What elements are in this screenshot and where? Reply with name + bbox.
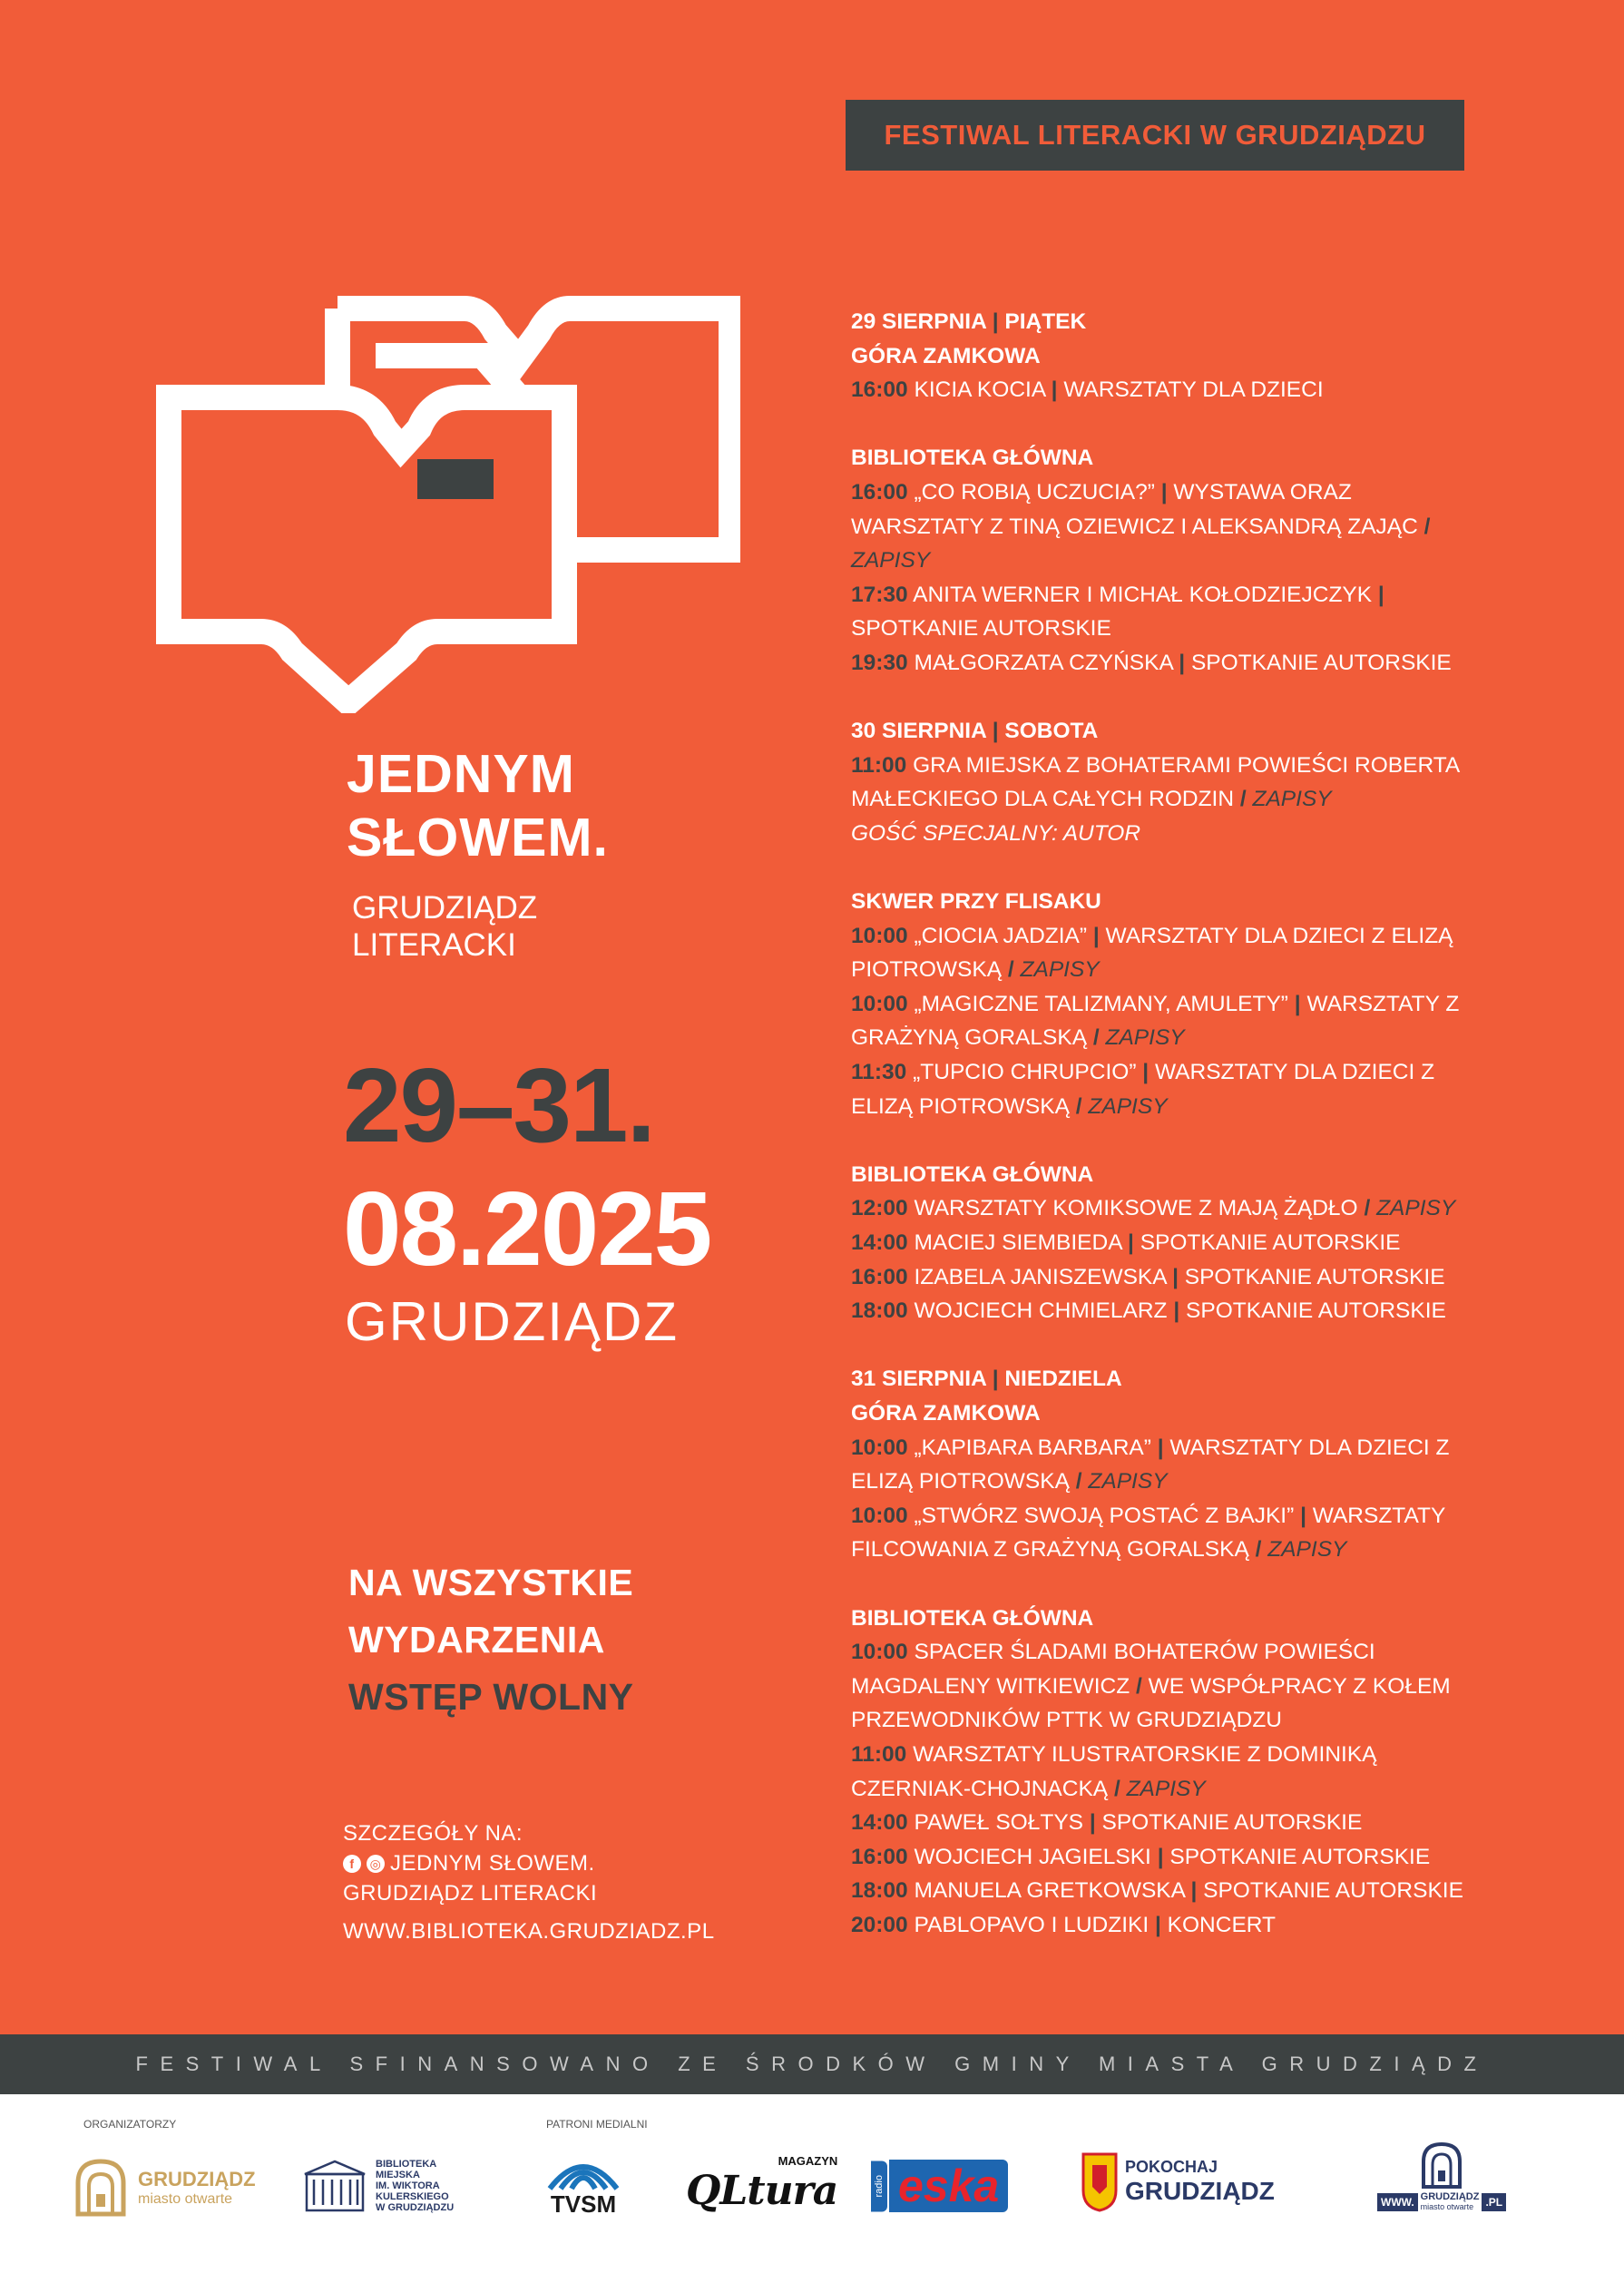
festival-dates xyxy=(343,1044,710,1290)
grudziadz-website-logo[interactable] xyxy=(1377,2141,1506,2212)
venue-header: BIBLIOTEKA GŁÓWNA xyxy=(851,1605,1094,1631)
program-entry: 16:00 IZABELA JANISZEWSKA | SPOTKANIE AUTORSKIE xyxy=(851,1264,1445,1289)
brand-subtitle-line1: GRUDZIĄDZ xyxy=(352,890,538,926)
brand-subtitle-line2: LITERACKI xyxy=(352,927,516,963)
library-line4: KULERSKIEGO xyxy=(376,2191,449,2202)
details-label: SZCZEGÓŁY NA: xyxy=(343,1821,523,1846)
radio-text: radio xyxy=(871,2161,887,2211)
program-section xyxy=(851,1158,1486,1328)
social-line2: GRUDZIĄDZ LITERACKI xyxy=(343,1881,598,1906)
qltura-text: QLtura xyxy=(686,2168,838,2214)
venue-header: BIBLIOTEKA GŁÓWNA xyxy=(851,1161,1094,1187)
program-entry: 18:00 WOJCIECH CHMIELARZ | SPOTKANIE AUTORSKIE xyxy=(851,1298,1446,1324)
festival-badge-text: FESTIWAL LITERACKI W GRUDZIĄDZU xyxy=(884,119,1426,151)
program-entry: 18:00 MANUELA GRETKOWSKA | SPOTKANIE AUTORSKIE xyxy=(851,1878,1463,1904)
venue-header: GÓRA ZAMKOWA xyxy=(851,343,1041,368)
program-section xyxy=(851,305,1486,407)
website-link[interactable]: WWW.BIBLIOTEKA.GRUDZIADZ.PL xyxy=(343,1919,715,1944)
program-entry: 14:00 PAWEŁ SOŁTYS | SPOTKANIE AUTORSKIE xyxy=(851,1810,1363,1836)
tvsm-arcs-icon xyxy=(544,2151,622,2190)
qltura-logo xyxy=(686,2154,837,2214)
program-entry: 16:00 WOJCIECH JAGIELSKI | SPOTKANIE AUTORSKIE xyxy=(851,1844,1431,1869)
brand-title-line1: JEDNYM xyxy=(347,744,575,804)
festival-badge xyxy=(846,100,1464,171)
program-entry: 11:00 WARSZTATY ILUSTRATORSKIE Z DOMINIKĄ CZERNIAK-CHOJNACKĄ / ZAPISY xyxy=(851,1741,1377,1801)
magazyn-text: MAGAZYN xyxy=(778,2154,838,2168)
library-line3: IM. WIKTORA xyxy=(376,2180,440,2191)
eska-text: eska xyxy=(889,2160,1008,2212)
program-entry: 11:30 „TUPCIO CHRUPCIO” | WARSZTATY DLA DZIECI Z ELIZĄ PIOTROWSKĄ / ZAPISY xyxy=(851,1060,1435,1119)
free-entry-line3: WSTĘP WOLNY xyxy=(348,1676,634,1718)
program-entry: 17:30 ANITA WERNER I MICHAŁ KOŁODZIEJCZYK | SPOTKANIE AUTORSKIE xyxy=(851,582,1384,642)
www-tagline: miasto otwarte xyxy=(1420,2202,1474,2211)
grudziadz-city-tagline: miasto otwarte xyxy=(138,2191,233,2207)
venue-header: BIBLIOTEKA GŁÓWNA xyxy=(851,446,1094,471)
tvsm-logo xyxy=(544,2151,622,2219)
library-line1: BIBLIOTEKA xyxy=(376,2159,437,2170)
organizers-label: ORGANIZATORZY xyxy=(83,2118,177,2131)
program-section xyxy=(851,714,1486,850)
program-entry: 12:00 WARSZTATY KOMIKSOWE Z MAJĄ ŻĄDŁO / ZAPISY xyxy=(851,1196,1456,1221)
social-row xyxy=(343,1848,715,1878)
program-entry: 19:30 MAŁGORZATA CZYŃSKA | SPOTKANIE AUTORSKIE xyxy=(851,650,1452,675)
library-line2: MIEJSKA xyxy=(376,2170,420,2180)
pokochaj-grudziadz-logo xyxy=(1081,2151,1275,2212)
program-entry: 10:00 „CIOCIA JADZIA” | WARSZTATY DLA DZIECI Z ELIZĄ PIOTROWSKĄ / ZAPISY xyxy=(851,923,1453,983)
festival-city: GRUDZIĄDZ xyxy=(345,1291,679,1352)
free-entry-line2: WYDARZENIA xyxy=(348,1619,605,1661)
eska-logo xyxy=(871,2160,1008,2212)
social-line1: JEDNYM SŁOWEM. xyxy=(390,1851,595,1876)
program-entry: 20:00 PABLOPAVO I LUDZIKI | KONCERT xyxy=(851,1912,1276,1937)
sponsors-strip xyxy=(0,2094,1624,2283)
day-header: 31 SIERPNIA | NIEDZIELA xyxy=(851,1367,1122,1392)
open-book-logo-icon xyxy=(156,296,740,713)
program-section xyxy=(851,885,1486,1123)
program-section xyxy=(851,441,1486,680)
program-section xyxy=(851,1602,1486,1943)
pokochaj-city-text: GRUDZIĄDZ xyxy=(1125,2176,1275,2205)
facebook-icon[interactable]: f xyxy=(343,1855,361,1873)
day-header: 29 SIERPNIA | PIĄTEK xyxy=(851,309,1087,334)
special-guest-note: GOŚĆ SPECJALNY: AUTOR xyxy=(851,820,1141,846)
brand-title xyxy=(347,742,609,869)
day-header: 30 SIERPNIA | SOBOTA xyxy=(851,719,1099,744)
program-entry: 14:00 MACIEJ SIEMBIEDA | SPOTKANIE AUTORSKIE xyxy=(851,1230,1401,1256)
program-section xyxy=(851,1362,1486,1567)
funding-text: FESTIWAL SFINANSOWANO ZE ŚRODKÓW GMINY MIASTA GRUDZIĄDZ xyxy=(135,2053,1489,2075)
funding-bar xyxy=(0,2034,1624,2094)
program-entry: 16:00 KICIA KOCIA | WARSZTATY DLA DZIECI xyxy=(851,377,1324,403)
city-gate-icon xyxy=(1421,2141,1463,2189)
venue-header: GÓRA ZAMKOWA xyxy=(851,1401,1041,1426)
brand-title-line2: SŁOWEM. xyxy=(347,808,609,867)
library-logo xyxy=(301,2158,454,2214)
grudziadz-city-logo xyxy=(74,2158,256,2218)
dates-line1: 29–31. xyxy=(343,1046,654,1164)
dates-line2: 08.2025 xyxy=(343,1170,711,1288)
program-entry: 10:00 SPACER ŚLADAMI BOHATERÓW POWIEŚCI MAGDALENY WITKIEWICZ / WE WSPÓŁPRACY Z KOŁEM PRZEWODNIKÓW PTTK W GRUDZIĄDZU xyxy=(851,1640,1451,1733)
program-schedule xyxy=(851,305,1486,1976)
program-entry: 10:00 „STWÓRZ SWOJĄ POSTAĆ Z BAJKI” | WARSZTATY FILCOWANIA Z GRAŻYNĄ GORALSKĄ / ZAPISY xyxy=(851,1503,1445,1563)
brand-subtitle xyxy=(352,889,537,964)
venue-header: SKWER PRZY FLISAKU xyxy=(851,889,1101,915)
library-line5: W GRUDZIĄDZU xyxy=(376,2202,455,2213)
city-crest-icon xyxy=(1081,2151,1118,2212)
city-gate-icon xyxy=(74,2158,127,2218)
program-entry: 10:00 „KAPIBARA BARBARA” | WARSZTATY DLA DZIECI Z ELIZĄ PIOTROWSKĄ / ZAPISY xyxy=(851,1435,1450,1494)
pokochaj-text: POKOCHAJ xyxy=(1125,2157,1218,2176)
media-patrons-label: PATRONI MEDIALNI xyxy=(546,2118,648,2131)
details-block xyxy=(343,1818,715,1946)
www-suffix: .PL xyxy=(1482,2193,1506,2211)
www-name: GRUDZIĄDZ xyxy=(1420,2191,1480,2202)
free-entry-note xyxy=(348,1554,634,1726)
program-entry: 10:00 „MAGICZNE TALIZMANY, AMULETY” | WARSZTATY Z GRAŻYNĄ GORALSKĄ / ZAPISY xyxy=(851,991,1460,1051)
program-entry: 16:00 „CO ROBIĄ UCZUCIA?” | WYSTAWA ORAZ WARSZTATY Z TINĄ OZIEWICZ I ALEKSANDRĄ ZAJĄC / ZAPISY xyxy=(851,479,1431,573)
grudziadz-city-name: GRUDZIĄDZ xyxy=(138,2168,256,2190)
free-entry-line1: NA WSZYSTKIE xyxy=(348,1562,634,1603)
instagram-icon[interactable]: ◎ xyxy=(367,1855,385,1873)
program-entry: 11:00 GRA MIEJSKA Z BOHATERAMI POWIEŚCI ROBERTA MAŁECKIEGO DLA CAŁYCH RODZIN / ZAPISY xyxy=(851,752,1459,812)
www-prefix: WWW. xyxy=(1377,2193,1418,2211)
library-building-icon xyxy=(301,2158,368,2214)
tvsm-text: TVSM xyxy=(550,2190,617,2218)
